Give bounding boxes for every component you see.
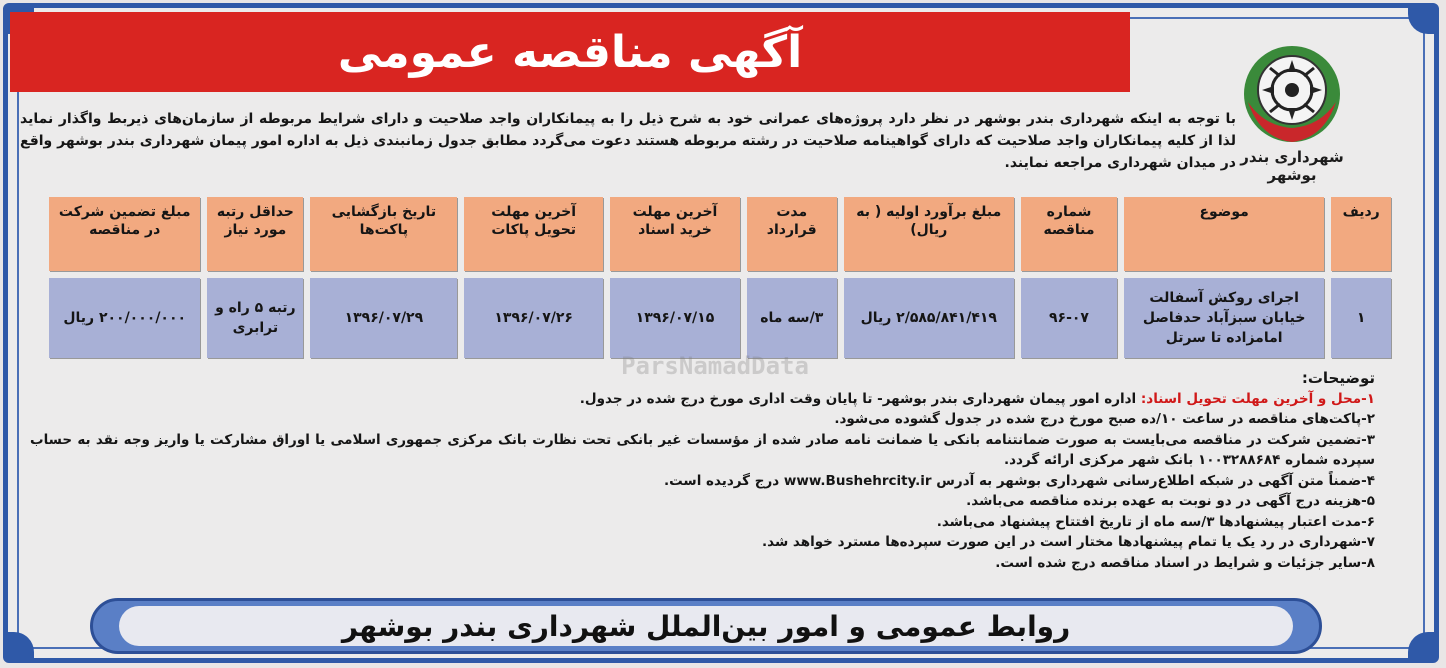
note-2: ۲-پاکت‌های مناقصه در ساعت ۱۰/ده صبح مورخ درج شده در جدول گشوده می‌شود.: [834, 411, 1375, 427]
header-min-grade: حداقل رتبه مورد نیاز: [207, 197, 303, 271]
logo-caption: شهرداری بندر بوشهر: [1240, 148, 1344, 184]
header-opening-date: تاریخ بازگشایی پاکت‌ها: [310, 197, 457, 271]
header-guarantee: مبلغ تضمین شرکت در مناقصه: [49, 197, 200, 271]
cell-opening-date: ۱۳۹۶/۰۷/۲۹: [310, 278, 457, 358]
header-delivery-deadline: آخرین مهلت تحویل پاکات: [464, 197, 603, 271]
intro-paragraph: با توجه به اینکه شهرداری بندر بوشهر در نظر دارد پروژه‌های عمرانی خود به شرح ذیل را به پیمانکاران واجد صلاحیت و دارای شرایط مربوطه از سازمان‌های ذیربط واگذار نماید لذا از کلیه پیمانکاران واجد صلاحیت که دارای گواهینامه صلاحیت در رشته مربوطه هستند دعوت می‌گردد مطابق جدول زمانبندی ذیل به اداره امور پیمان شهرداری بندر بوشهر واقع در میدان شهرداری مراجعه نمایند.: [20, 111, 1236, 171]
header-subject: موضوع: [1124, 197, 1324, 271]
cell-row-number: ۱: [1331, 278, 1391, 358]
cell-purchase-deadline: ۱۳۹۶/۰۷/۱۵: [610, 278, 740, 358]
note-3: ۳-تضمین شرکت در مناقصه می‌بایست به صورت ضمانتنامه بانکی یا ضمانت نامه صادر شده از مؤسسات غیر بانکی تحت نظارت بانک مرکزی جمهوری اسلامی یا اوراق مشارکت یا واریز وجه نقد به حساب سپرده شماره ۱۰۰۳۲۸۸۶۸۴ بانک شهر مرکزی ارائه گردد.: [30, 431, 1375, 468]
note-1: [30, 389, 1375, 410]
note-7: ۷-شهرداری در رد یک یا تمام پیشنهادها مختار است در این صورت سپرده‌ها مسترد خواهد شد.: [762, 534, 1375, 550]
note-8: ۸-سایر جزئیات و شرایط در اسناد مناقصه درج شده است.: [995, 554, 1375, 571]
cell-min-grade: رتبه ۵ راه و ترابری: [207, 278, 303, 358]
notes-header: توضیحات:: [1301, 369, 1375, 387]
footer-banner: [90, 598, 1322, 654]
footer-inner: [119, 606, 1293, 646]
header-tender-number: شماره مناقصه: [1021, 197, 1117, 271]
cell-estimate: ۲/۵۸۵/۸۴۱/۴۱۹ ریال: [844, 278, 1015, 358]
table-row: [49, 278, 1391, 358]
note-1-text: اداره امور پیمان شهرداری بندر بوشهر- تا پایان وقت اداری مورخ درج شده در جدول.: [579, 390, 1137, 407]
cell-duration: ۳/سه ماه: [747, 278, 837, 358]
note-5: ۵-هزینه درج آگهی در دو نوبت به عهده برنده مناقصه می‌باشد.: [966, 493, 1375, 509]
watermark: ParsNamadData: [621, 352, 809, 380]
municipality-emblem-icon: [1240, 42, 1344, 146]
cell-subject: اجرای روکش آسفالت خیابان سبزآباد حدفاصل امامزاده تا سرتل: [1124, 278, 1324, 358]
table-header-row: [49, 197, 1391, 271]
tender-table: [42, 190, 1398, 365]
page-title: آگهی مناقصه عمومی: [337, 26, 803, 78]
note-4: ۴-ضمناً متن آگهی در شبکه اطلاع‌رسانی شهرداری بوشهر به آدرس www.Bushehrcity.ir درج گردیده است.: [664, 472, 1375, 489]
cell-tender-number: ۹۶-۰۷: [1021, 278, 1117, 358]
header-estimate: مبلغ برآورد اولیه ( به ریال): [844, 197, 1015, 271]
header-duration: مدت قرارداد: [747, 197, 837, 271]
notes-section: [30, 368, 1375, 573]
cell-delivery-deadline: ۱۳۹۶/۰۷/۲۶: [464, 278, 603, 358]
note-6: ۶-مدت اعتبار پیشنهادها ۳/سه ماه از تاریخ افتتاح پیشنهاد می‌باشد.: [936, 513, 1375, 530]
cell-guarantee: ۲۰۰/۰۰۰/۰۰۰ ریال: [49, 278, 200, 358]
header-purchase-deadline: آخرین مهلت خرید اسناد: [610, 197, 740, 271]
footer-text: روابط عمومی و امور بین‌الملل شهرداری بندر بوشهر: [341, 609, 1071, 643]
title-banner: [10, 12, 1130, 92]
header-row-number: ردیف: [1331, 197, 1391, 271]
note-1-label: ۱-محل و آخرین مهلت تحویل اسناد:: [1140, 390, 1375, 407]
logo: [1232, 42, 1352, 184]
